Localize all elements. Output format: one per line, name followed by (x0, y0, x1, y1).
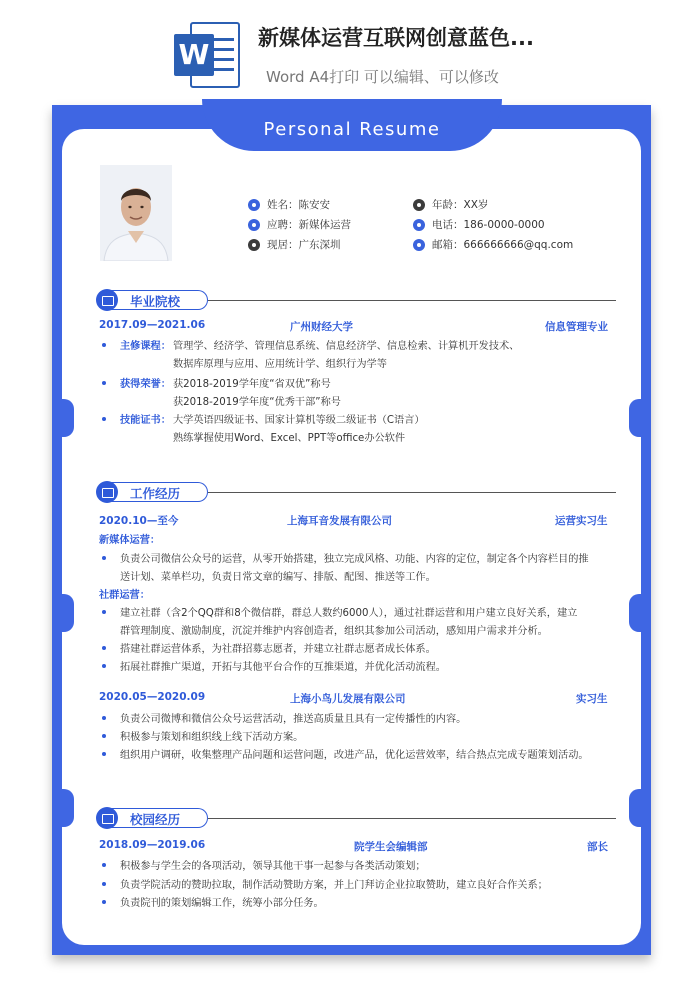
profile-job (248, 217, 351, 232)
section-divider (208, 492, 616, 493)
job1-line: 送计划、菜单栏功，负责日常文章的编写、排版、配图、推送等工作。 (120, 572, 436, 583)
bullet-dot (102, 646, 106, 650)
job1-line: 搭建社群运营体系，为社群招募志愿者，并建立社群志愿者成长体系。 (120, 644, 436, 655)
education-major: 信息管理专业 (545, 321, 608, 333)
profile-email (413, 237, 573, 252)
profile-location-text: 现居：广东深圳 (267, 239, 341, 251)
frame-notch (54, 594, 74, 632)
section-education-header (96, 289, 616, 311)
job2-line: 负责公司微博和微信公众号运营活动，推送高质量且具有一定传播性的内容。 (120, 714, 467, 725)
section-campus-title: 校园经历 (130, 812, 181, 827)
bullet-dot (102, 664, 106, 668)
frame-notch (629, 594, 649, 632)
profile-name (248, 197, 330, 212)
avatar-photo (100, 165, 172, 261)
job2-role: 实习生 (576, 693, 608, 705)
bullet-dot (102, 417, 106, 421)
profile-job-text: 应聘：新媒体运营 (267, 219, 351, 231)
job1-line: 负责公司微信公众号的运营，从零开始搭建，独立完成风格、功能、内容的定位，制定各个内容栏目的推 (120, 554, 589, 565)
frame-notch (54, 789, 74, 827)
header-tab (202, 99, 502, 151)
education-honors-line: 获2018-2019学年度“省双优”称号 (173, 379, 331, 390)
person-icon (248, 199, 260, 211)
bullet-dot (102, 900, 106, 904)
frame-notch (54, 399, 74, 437)
bullet-dot (102, 381, 106, 385)
education-honors-line: 获2018-2019学年度“优秀干部”称号 (173, 397, 341, 408)
bullet-dot (102, 610, 106, 614)
phone-icon (413, 219, 425, 231)
banner-subtitle: Word A4打印 可以编辑、可以修改 (266, 68, 499, 86)
banner-title: 新媒体运营互联网创意蓝色... (258, 26, 534, 50)
profile-name-text: 姓名：陈安安 (267, 199, 330, 211)
job1-line: 拓展社群推广渠道，开拓与其他平台合作的互推渠道，并优化活动流程。 (120, 662, 446, 673)
job1-subheading: 新媒体运营： (99, 535, 161, 546)
education-honors-key: 获得荣誉： (120, 379, 171, 390)
pencil-icon (96, 807, 118, 829)
campus-date: 2018.09—2019.06 (99, 839, 206, 851)
bullet-dot (102, 734, 106, 738)
profile-email-text: 邮箱：666666666@qq.com (432, 239, 574, 251)
education-courses-line: 数据库原理与应用、应用统计学、组织行为学等 (173, 359, 387, 370)
resume-title: Personal Resume (263, 119, 441, 140)
education-school: 广州财经大学 (290, 321, 353, 333)
education-cert-key: 技能证书： (120, 415, 171, 426)
section-education-title: 毕业院校 (130, 294, 181, 309)
campus-line: 负责院刊的策划编辑工作，统筹小部分任务。 (120, 898, 324, 909)
job1-role: 运营实习生 (555, 515, 608, 527)
location-icon (248, 239, 260, 251)
profile-phone-text: 电话：186-0000-0000 (432, 219, 545, 231)
profile-age (413, 197, 488, 212)
bullet-dot (102, 752, 106, 756)
job2-company: 上海小鸟儿发展有限公司 (290, 693, 406, 705)
word-icon (174, 22, 240, 88)
job2-line: 积极参与策划和组织线上线下活动方案。 (120, 732, 304, 743)
bullet-dot (102, 716, 106, 720)
calendar-icon (413, 199, 425, 211)
campus-line: 负责学院活动的赞助拉取，制作活动赞助方案，并上门拜访企业拉取赞助，建立良好合作关系； (120, 880, 548, 891)
section-work-title: 工作经历 (130, 486, 181, 501)
target-icon (248, 219, 260, 231)
job1-line: 建立社群（含2个QQ群和8个微信群，群总人数约6000人），通过社群运营和用户建立良好关系，建立 (120, 608, 578, 619)
section-work-header (96, 481, 616, 503)
briefcase-icon (96, 481, 118, 503)
section-campus-header (96, 807, 616, 829)
education-cert-line: 大学英语四级证书、国家计算机等级二级证书（C语言） (173, 415, 425, 426)
person-photo-icon (100, 165, 172, 261)
section-divider (208, 300, 616, 301)
campus-org: 院学生会编辑部 (354, 841, 428, 853)
job1-subheading: 社群运营： (99, 590, 150, 601)
word-letter-badge: W (174, 34, 214, 76)
profile-phone (413, 217, 545, 232)
top-banner (0, 0, 700, 100)
campus-line: 积极参与学生会的各项活动，领导其他干事一起参与各类活动策划； (120, 861, 426, 872)
bullet-dot (102, 343, 106, 347)
frame-notch (629, 789, 649, 827)
job2-date: 2020.05—2020.09 (99, 691, 206, 703)
job1-company: 上海耳音发展有限公司 (287, 515, 392, 527)
education-cert-line: 熟练掌握使用Word、Excel、PPT等office办公软件 (173, 433, 406, 444)
campus-role: 部长 (587, 841, 608, 853)
graduation-cap-icon (96, 289, 118, 311)
section-divider (208, 818, 616, 819)
frame-notch (629, 399, 649, 437)
bullet-dot (102, 863, 106, 867)
email-icon (413, 239, 425, 251)
job1-date: 2020.10—至今 (99, 515, 179, 527)
education-courses-line: 管理学、经济学、管理信息系统、信息经济学、信息检索、计算机开发技术、 (173, 341, 520, 352)
job1-line: 群管理制度、激励制度，沉淀并维护内容创造者，组织其参加公司活动，感知用户需求并分析。 (120, 626, 548, 637)
bullet-dot (102, 556, 106, 560)
profile-location (248, 237, 341, 252)
profile-age-text: 年龄：XX岁 (432, 199, 489, 211)
education-date: 2017.09—2021.06 (99, 319, 206, 331)
education-courses-key: 主修课程： (120, 341, 171, 352)
job2-line: 组织用户调研，收集整理产品问题和运营问题，改进产品，优化运营效率，结合热点完成专题策划活动。 (120, 750, 589, 761)
bullet-dot (102, 882, 106, 886)
